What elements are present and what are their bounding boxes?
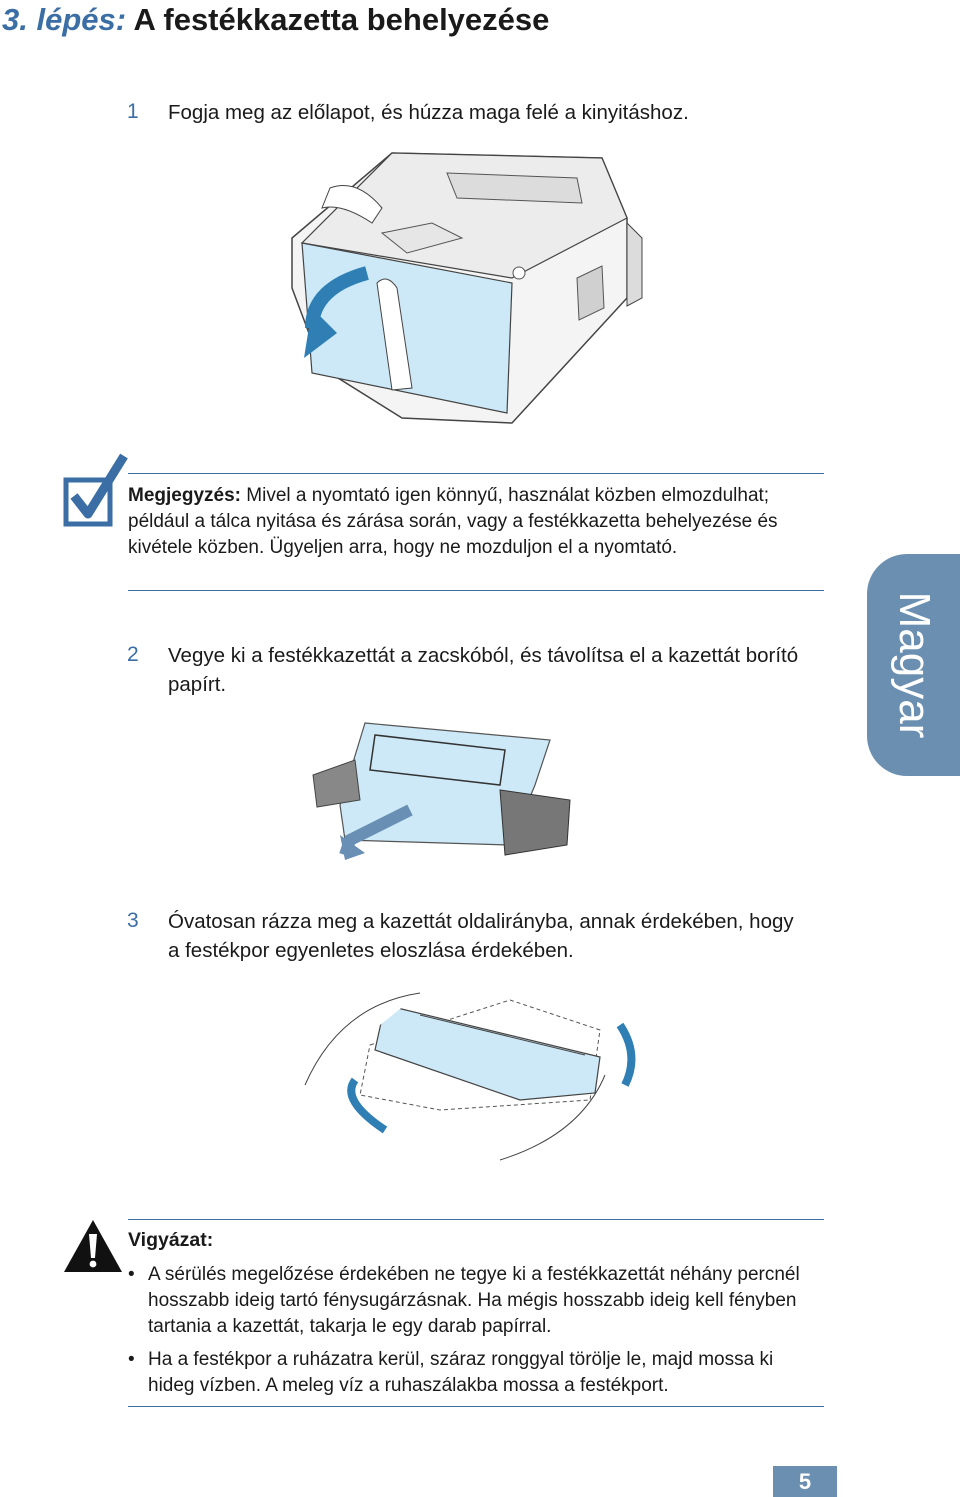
caution-label: Vigyázat: [128, 1229, 214, 1251]
step-label: 3. lépés: [2, 2, 127, 37]
step-2-number: 2 [127, 643, 139, 666]
step-1-number: 1 [127, 100, 139, 123]
printer-illustration [282, 148, 652, 430]
step-3-number: 3 [127, 909, 139, 932]
note-top-rule [128, 473, 824, 474]
caution-top-rule [128, 1219, 824, 1220]
checkmark-note-icon [62, 452, 128, 532]
page-title [2, 2, 549, 38]
caution-bullet-2-text: Ha a festékpor a ruházatra kerül, száraz ronggyal törölje le, majd mossa ki hideg vízben. A meleg víz a ruhaszálakba mossa a festékport. [148, 1349, 774, 1396]
step-3-text: Óvatosan rázza meg a kazettát oldalirányba, annak érdekében, hogy a festékpor egyenletes eloszlása érdekében. [168, 910, 794, 962]
cartridge-bag-illustration [305, 715, 580, 865]
step-2-text: Vegye ki a festékkazettát a zacskóból, és távolítsa el a kazettát borító papírt. [168, 644, 799, 696]
language-tab-label: Magyar [889, 591, 939, 739]
bullet-dot: • [128, 1349, 135, 1370]
title-text: A festékkazetta behelyezése [133, 2, 550, 37]
note-bottom-rule [128, 590, 824, 591]
note-text [128, 483, 824, 561]
caution-bullet-1 [128, 1262, 824, 1340]
note-label: Megjegyzés: [128, 485, 241, 506]
warning-triangle-icon [62, 1218, 124, 1274]
page-number: 5 [773, 1466, 837, 1497]
caution-bullet-1-text: A sérülés megelőzése érdekében ne tegye ki a festékkazettát néhány percnél hosszabb ideig tartó fénysugárzásnak. Ha mégis hosszabb ideig kell fényben tartania a kazettát, takarja le egy darab papírral. [148, 1264, 800, 1337]
caution-bullet-2 [128, 1347, 824, 1399]
step-1-text: Fogja meg az előlapot, és húzza maga felé a kinyitáshoz. [168, 101, 689, 124]
note-body: Mivel a nyomtató igen könnyű, használat közben elmozdulhat; például a tálca nyitása és zárása során, vagy a festékkazetta behelyezése és kivétele közben. Ügyeljen arra, hogy ne mozduljon el a nyomtató. [128, 485, 778, 558]
bullet-dot: • [128, 1264, 135, 1285]
language-side-tab [867, 554, 960, 776]
shake-cartridge-illustration [300, 985, 645, 1190]
caution-bottom-rule [128, 1406, 824, 1407]
